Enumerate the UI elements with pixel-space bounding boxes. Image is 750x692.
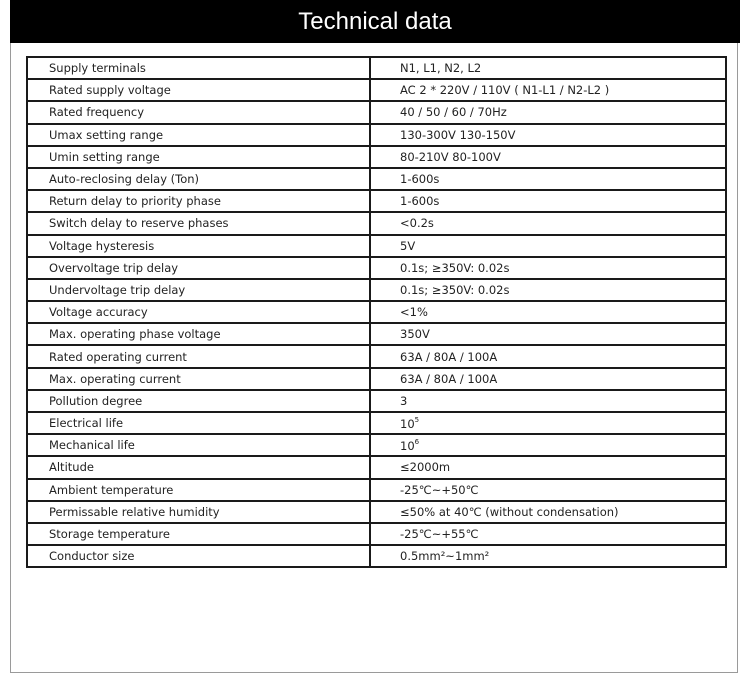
spec-label: Mechanical life [27, 434, 370, 456]
spec-label: Umax setting range [27, 124, 370, 146]
spec-value-text: AC 2 * 220V / 110V ( N1-L1 / N2-L2 ) [400, 83, 610, 98]
spec-label: Conductor size [27, 545, 370, 567]
table-row [27, 168, 726, 190]
spec-value-exponent: 6 [414, 437, 420, 446]
spec-label: Permissable relative humidity [27, 501, 370, 523]
spec-value [370, 545, 726, 567]
spec-value-text: ≤2000m [400, 460, 451, 475]
spec-value [370, 501, 726, 523]
spec-label: Pollution degree [27, 390, 370, 412]
spec-value [370, 390, 726, 412]
spec-label: Voltage hysteresis [27, 235, 370, 257]
spec-value-text: <0.2s [400, 216, 434, 231]
spec-value [370, 57, 726, 79]
spec-value-text: 40 / 50 / 60 / 70Hz [400, 105, 507, 120]
table-row [27, 479, 726, 501]
spec-label: Storage temperature [27, 523, 370, 545]
spec-label: Rated operating current [27, 345, 370, 367]
table-row [27, 545, 726, 567]
spec-value [370, 479, 726, 501]
spec-label: Altitude [27, 456, 370, 478]
spec-value [370, 146, 726, 168]
spec-label: Ambient temperature [27, 479, 370, 501]
spec-label: Umin setting range [27, 146, 370, 168]
spec-label: Overvoltage trip delay [27, 257, 370, 279]
spec-value-text: 1-600s [400, 194, 440, 209]
table-row [27, 301, 726, 323]
page-title: Technical data [298, 7, 452, 35]
spec-value [370, 434, 726, 456]
spec-value [370, 79, 726, 101]
table-row [27, 235, 726, 257]
spec-value-text: 63A / 80A / 100A [400, 349, 498, 364]
table-row [27, 212, 726, 234]
spec-label: Voltage accuracy [27, 301, 370, 323]
spec-table-body [27, 57, 726, 567]
spec-label: Rated frequency [27, 101, 370, 123]
spec-value-text: ≤50% at 40℃ (without condensation) [400, 504, 619, 519]
spec-value [370, 523, 726, 545]
spec-value-text: 1-600s [400, 172, 440, 187]
table-row [27, 79, 726, 101]
spec-value-text: 130-300V 130-150V [400, 127, 516, 142]
header-bar [10, 0, 740, 43]
spec-value-text: 0.1s; ≥350V: 0.02s [400, 282, 510, 297]
spec-value-text: 0.1s; ≥350V: 0.02s [400, 260, 510, 275]
table-row [27, 101, 726, 123]
table-row [27, 146, 726, 168]
spec-value [370, 412, 726, 434]
table-row [27, 190, 726, 212]
table-row [27, 523, 726, 545]
table-row [27, 412, 726, 434]
spec-value [370, 301, 726, 323]
spec-label: Return delay to priority phase [27, 190, 370, 212]
spec-value-text: <1% [400, 305, 428, 320]
spec-value-text: 10 [400, 416, 415, 431]
spec-label: Switch delay to reserve phases [27, 212, 370, 234]
spec-value [370, 124, 726, 146]
spec-value-exponent: 5 [414, 415, 420, 424]
spec-value [370, 345, 726, 367]
spec-value-text: 350V [400, 327, 430, 342]
spec-value [370, 456, 726, 478]
spec-label: Max. operating current [27, 368, 370, 390]
table-row [27, 501, 726, 523]
spec-value [370, 323, 726, 345]
spec-value [370, 168, 726, 190]
table-row [27, 323, 726, 345]
table-row [27, 390, 726, 412]
spec-value [370, 190, 726, 212]
spec-value-text: 3 [400, 393, 408, 408]
table-row [27, 124, 726, 146]
spec-value [370, 368, 726, 390]
spec-label: Rated supply voltage [27, 79, 370, 101]
spec-label: Undervoltage trip delay [27, 279, 370, 301]
table-row [27, 279, 726, 301]
spec-label: Max. operating phase voltage [27, 323, 370, 345]
spec-value [370, 279, 726, 301]
spec-value-text: -25℃~+55℃ [400, 527, 479, 542]
table-row [27, 434, 726, 456]
table-row [27, 57, 726, 79]
spec-value-text: 0.5mm²~1mm² [400, 549, 490, 564]
spec-value-text: N1, L1, N2, L2 [400, 61, 482, 76]
spec-label: Supply terminals [27, 57, 370, 79]
spec-value-text: 10 [400, 438, 415, 453]
spec-value-text: -25℃~+50℃ [400, 482, 479, 497]
table-row [27, 368, 726, 390]
spec-value [370, 212, 726, 234]
spec-value-text: 5V [400, 238, 416, 253]
spec-table [26, 56, 727, 568]
spec-value [370, 101, 726, 123]
table-row [27, 345, 726, 367]
spec-label: Electrical life [27, 412, 370, 434]
spec-value [370, 257, 726, 279]
spec-value [370, 235, 726, 257]
spec-value-text: 63A / 80A / 100A [400, 371, 498, 386]
spec-label: Auto-reclosing delay (Ton) [27, 168, 370, 190]
table-row [27, 456, 726, 478]
table-row [27, 257, 726, 279]
spec-value-text: 80-210V 80-100V [400, 149, 501, 164]
